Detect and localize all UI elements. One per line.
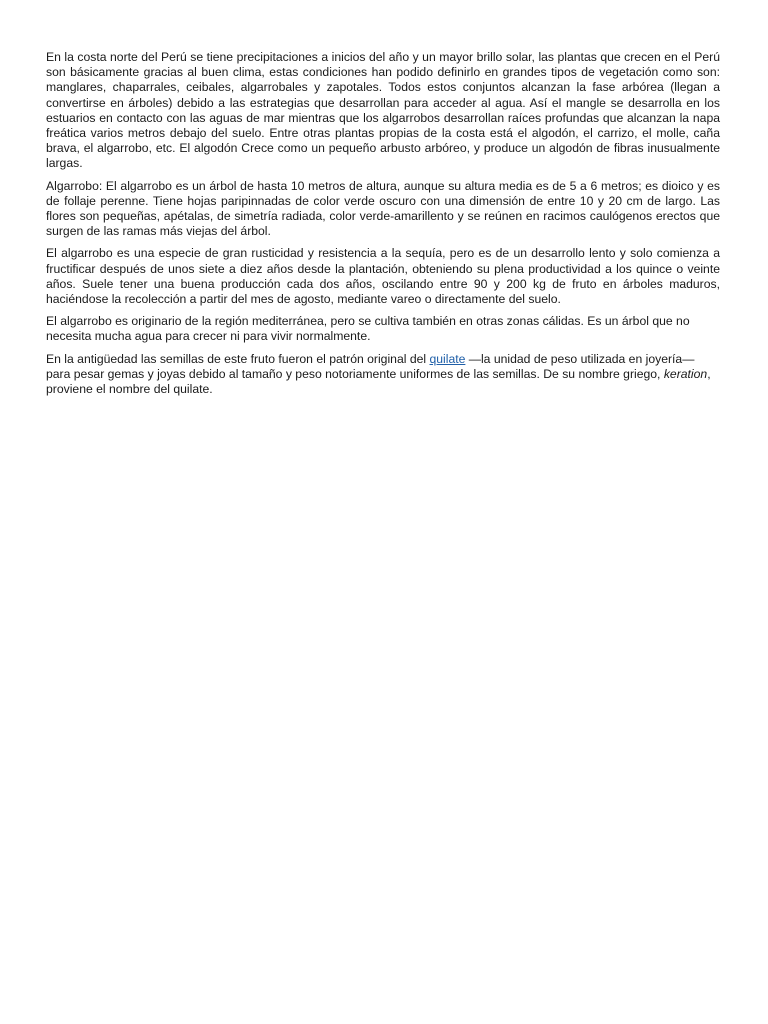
paragraph-coast-vegetation: En la costa norte del Perú se tiene precipitaciones a inicios del año y un mayor brillo solar, las plantas que crecen en el Perú son básicamente gracias al buen clima, estas condiciones han podido definirlo en grandes tipos de vegetación como son: manglares, chaparrales, ceibales, algarrobales y zapotales. Todos estos conjuntos alcanzan la fase arbórea (llegan a convertirse en árboles) debido a las estrategias que desarrollan para acceder al agua. Así el mangle se desarrolla en los estuarios en contacto con las aguas de mar mientras que los algarrobos desarrollan raíces profundas que alcanzan la napa freática varios metros debajo del suelo. Entre otras plantas propias de la costa está el algodón, el carrizo, el molle, caña brava, el algarrobo, etc. El algodón Crece como un pequeño arbusto arbóreo, y produce un algodón de fibras inusualmente largas.	[46, 50, 720, 171]
document-body	[46, 50, 720, 404]
keration-term: keration	[663, 366, 708, 381]
quilate-text-before: En la antigüedad las semillas de este fruto fueron el patrón original del	[46, 351, 430, 366]
quilate-text-after: —la unidad de peso utilizada en joyería— para pesar gemas y joyas debido al tamaño y peso notoriamente uniformes de las semillas. De su nombre griego,	[46, 351, 695, 381]
paragraph-quilate-history	[46, 352, 720, 398]
paragraph-algarrobo-origin: El algarrobo es originario de la región mediterránea, pero se cultiva también en otras zonas cálidas. Es un árbol que no necesita mucha agua para crecer ni para vivir normalmente.	[46, 314, 690, 344]
paragraph-algarrobo-description: Algarrobo: El algarrobo es un árbol de hasta 10 metros de altura, aunque su altura media es de 5 a 6 metros; es dioico y es de follaje perenne. Tiene hojas paripinnadas de color verde oscuro con una dimensión de entre 10 y 20 cm de largo. Las flores son pequeñas, apétalas, de simetría radiada, color verde-amarillento y se reúnen en racimos caulógenos erectos que surgen de las ramas más viejas del árbol.	[46, 178, 720, 239]
paragraph-algarrobo-cultivation: El algarrobo es una especie de gran rusticidad y resistencia a la sequía, pero es de un desarrollo lento y solo comienza a fructificar después de unos siete a diez años desde la plantación, obteniendo su plena productividad a los quince o veinte años. Suele tener una buena producción cada dos años, oscilando entre 90 y 200 kg de fruto en árboles maduros, haciéndose la recolección a partir del mes de agosto, mediante vareo o directamente del suelo.	[46, 246, 720, 307]
quilate-link[interactable]: quilate	[429, 351, 466, 366]
quilate-text-end: , proviene el nombre del quilate.	[46, 366, 711, 397]
